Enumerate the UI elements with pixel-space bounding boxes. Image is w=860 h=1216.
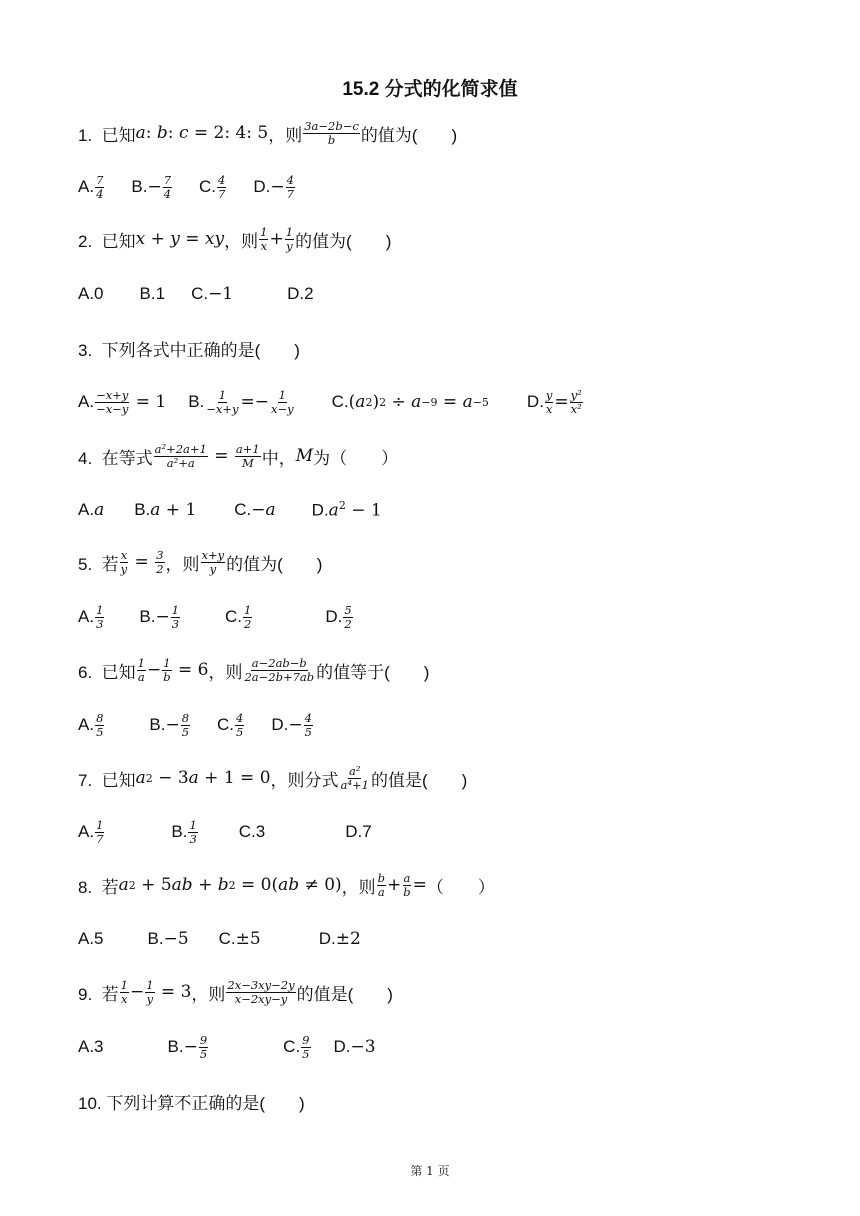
option-b[interactable]: B. $\frac{1}{-x+y}$ =− $\frac{1}{x-y}$	[188, 387, 294, 416]
option-d[interactable]: D. $\frac{5}{2}$	[325, 602, 352, 631]
question-8-options	[78, 922, 361, 956]
option-d[interactable]: D. −3	[333, 1037, 376, 1057]
question-10-stem: 10. 下列计算不正确的是( )	[78, 1093, 305, 1113]
question-6: 6. 已知 $\frac{1}{a}$ − $\frac{1}{b}$ = 6 ，则 $\frac{a-2ab-b}{2a-2b+7ab}$ 的值等于( )	[78, 655, 430, 684]
page-title: 15.2 分式的化简求值	[342, 79, 518, 100]
option-a[interactable]: A.5	[78, 929, 104, 948]
option-c[interactable]: C. $\frac{1}{2}$	[225, 602, 252, 631]
option-a[interactable]: A.0	[78, 284, 104, 303]
question-4-options	[78, 493, 382, 527]
question-1-options	[78, 170, 296, 204]
question-6-options	[78, 708, 314, 742]
question-5: 5. 若 $\frac{x}{y}$ = $\frac{3}{2}$ ，则 $\frac{x+y}{y}$ 的值为( )	[78, 547, 323, 576]
question-9: 9. 若 $\frac{1}{x}$ − $\frac{1}{y}$ = 3 ，则 $\frac{2x-3xy-2y}{x-2xy-y}$ 的值是( )	[78, 977, 393, 1006]
question-4: 4. 在等式 $\frac{\text{a²+2a+1}}{\text{a²+a}}$ = $\frac{a+1}{M}$ 中， M 为（ ）	[78, 441, 399, 470]
option-d[interactable]: D.2	[287, 284, 314, 303]
question-2: 2. 已知 x + y = xy ，则 $\frac{1}{x}$ + $\frac{1}{y}$ 的值为( )	[78, 224, 392, 253]
option-b[interactable]: B.−5	[147, 929, 189, 949]
option-b[interactable]: B. − $\frac{7}{4}$	[131, 172, 172, 201]
option-c[interactable]: C.−a	[234, 500, 276, 520]
option-d[interactable]: D.±2	[318, 929, 361, 949]
option-b[interactable]: B. − $\frac{9}{5}$	[167, 1032, 208, 1061]
option-a[interactable]: A.3	[78, 1037, 104, 1056]
option-d[interactable]: D.7	[345, 822, 372, 841]
option-a[interactable]: A.a	[78, 500, 105, 520]
option-a[interactable]: A. $\frac{1}{3}$	[78, 602, 104, 631]
option-c[interactable]: C. $\frac{4}{5}$	[217, 710, 244, 739]
question-7: 7. 已知 a 2 − 3 a + 1 = 0 ，则分式 $\frac{\text{a²}}{\text{a⁴+1}}$ 的值是( )	[78, 763, 468, 792]
question-2-options	[78, 277, 314, 311]
question-9-options	[78, 1030, 376, 1064]
option-a[interactable]: A. $\frac{-x+y}{-x-y}$ = 1	[78, 387, 167, 416]
option-a[interactable]: A. $\frac{8}{5}$	[78, 710, 104, 739]
option-b[interactable]: B. − $\frac{1}{3}$	[139, 602, 180, 631]
page-number: 第 1 页	[410, 1164, 450, 1178]
option-c[interactable]: C.±5	[218, 929, 261, 949]
option-c[interactable]: C. $\frac{9}{5}$	[283, 1032, 310, 1061]
question-3-options	[78, 385, 584, 419]
option-a[interactable]: A. $\frac{7}{4}$	[78, 172, 104, 201]
option-c[interactable]: C. ( a 2 ) 2 ÷ a −9 = a −5	[331, 392, 489, 412]
option-d[interactable]: D. − $\frac{4}{7}$	[253, 172, 294, 201]
question-1: 1. 已知 a : b : c = 2: 4: 5 ，则 $\frac{3a-2b-c}{b}$ 的值为( )	[78, 118, 458, 147]
option-a[interactable]: A. $\frac{1}{7}$	[78, 817, 104, 846]
option-d[interactable]: D. $\frac{y}{x}$ = $\frac{\text{y²}}{\text{x²}}$	[526, 387, 582, 416]
option-c[interactable]: C. $\frac{4}{7}$	[199, 172, 226, 201]
option-d[interactable]: D. − $\frac{4}{5}$	[271, 710, 312, 739]
option-b[interactable]: B. − $\frac{8}{5}$	[149, 710, 190, 739]
question-3: 3. 下列各式中正确的是( )	[78, 340, 300, 360]
option-b[interactable]: B.a + 1	[134, 500, 197, 520]
question-10	[78, 1084, 305, 1118]
question-8: 8. 若 a 2 + 5 ab + b 2 = 0( ab ≠ 0) ，则 $\frac{b}{a}$ + $\frac{a}{b}$ = （ ）	[78, 870, 495, 899]
option-b[interactable]: B.1	[139, 284, 166, 303]
option-b[interactable]: B. $\frac{1}{3}$	[171, 817, 197, 846]
question-5-options	[78, 600, 354, 634]
option-d[interactable]: $D.a^2 - 1$	[311, 499, 382, 521]
option-c[interactable]: C.3	[238, 822, 266, 841]
question-7-options	[78, 815, 372, 849]
option-c[interactable]: C.−1	[191, 284, 234, 304]
